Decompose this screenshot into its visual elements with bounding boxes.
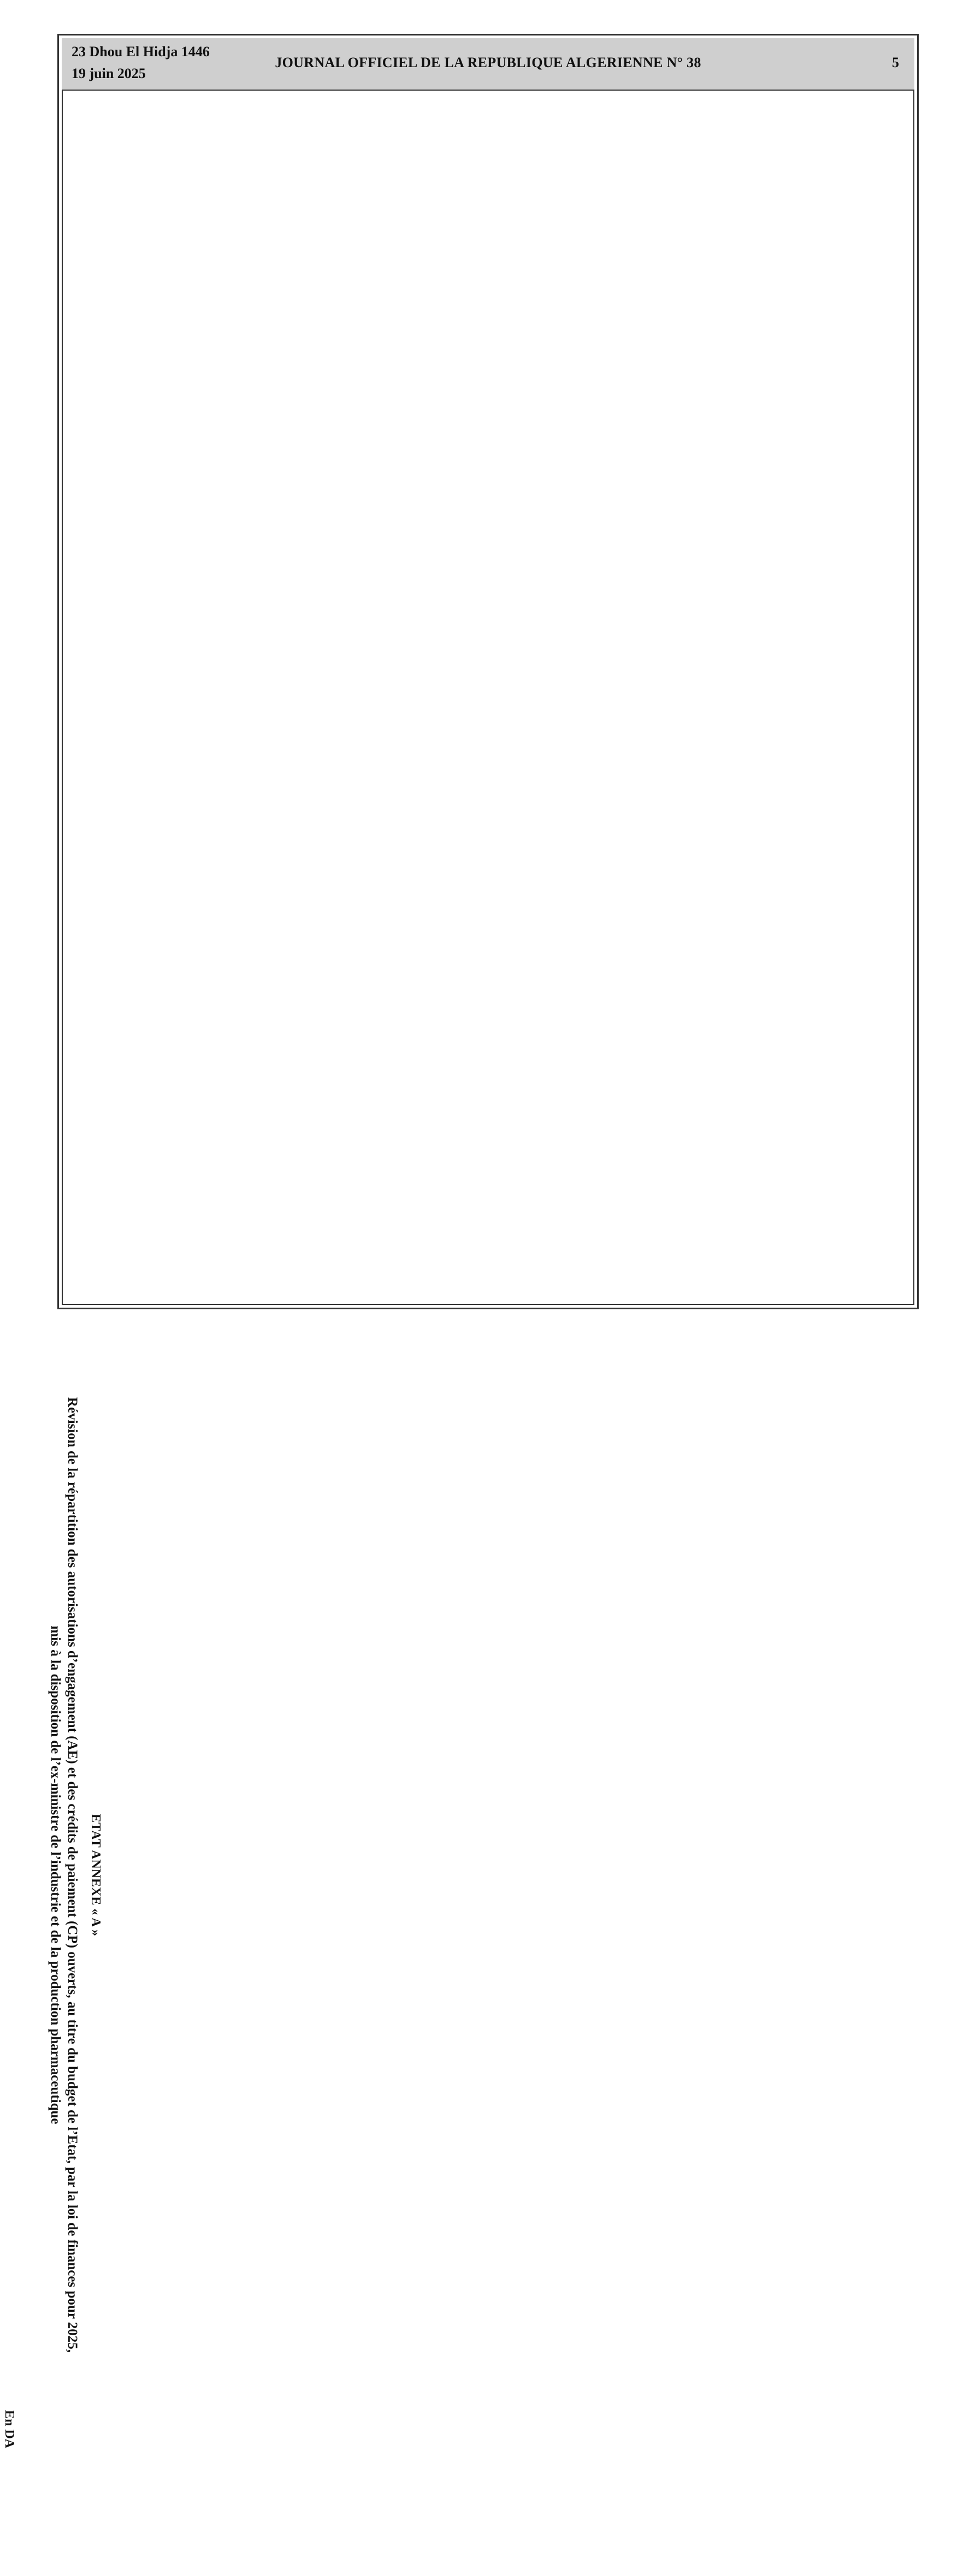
- revision-title-line2: mis à la disposition de l’ex-ministre de l’industrie et de la production pharmaceutique: [48, 1625, 63, 2124]
- annex-title: ETAT ANNEXE « A »: [88, 1813, 103, 1937]
- revision-title-line1: Révision de la répartition des autorisations d’engagement (AE) et des crédits de paiement (CP) ouverts, au titre du budget de l’Etat, par la loi de finances pour 2025,: [65, 1397, 80, 2353]
- header-date-hijri: 23 Dhou El Hidja 1446: [72, 44, 210, 60]
- unit-label: En DA: [2, 2409, 16, 2448]
- page-inner-frame: [62, 38, 914, 1305]
- header-page-number: 5: [892, 55, 899, 70]
- header-journal-title: JOURNAL OFFICIEL DE LA REPUBLIQUE ALGERIENNE N° 38: [275, 55, 701, 70]
- rotated-annex-content: [0, 1291, 103, 2459]
- journal-header: [62, 38, 914, 91]
- revision-title: [47, 1329, 81, 2421]
- header-date-gregorian: 19 juin 2025: [72, 66, 146, 81]
